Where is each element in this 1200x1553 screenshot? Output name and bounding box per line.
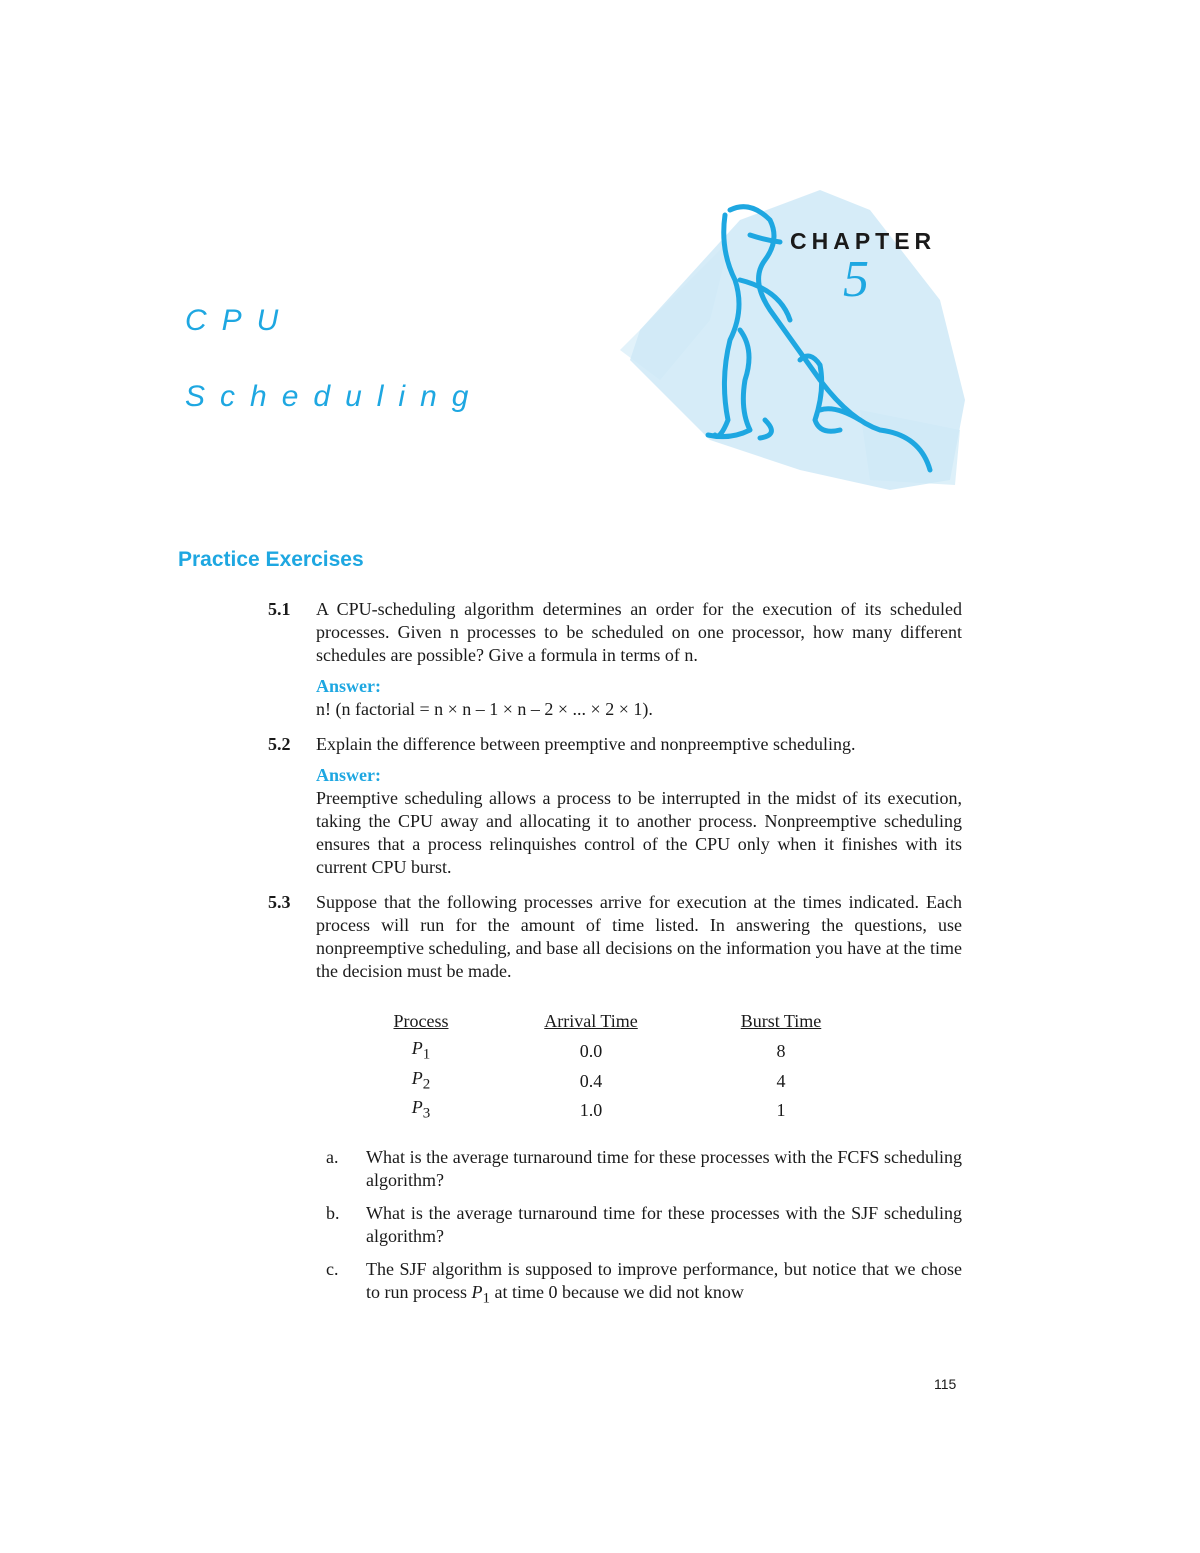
exercises-body xyxy=(268,598,962,1332)
sub-question-text: What is the average turnaround time for these processes with the SJF scheduling algorithm? xyxy=(366,1202,962,1246)
table-row xyxy=(356,1067,866,1097)
sub-question-text: The SJF algorithm is supposed to improve performance, but notice that we chose to run process $P_1$ at time 0 because we did not know xyxy=(366,1258,962,1307)
exercise-5-2 xyxy=(268,733,962,879)
answer-label: Answer: xyxy=(316,765,381,785)
table-header: Arrival Time xyxy=(544,1011,638,1031)
arrival-cell: 0.0 xyxy=(579,1041,603,1062)
sub-question-text: What is the average turnaround time for these processes with the FCFS scheduling algorithm? xyxy=(366,1146,962,1190)
exercise-answer: Preemptive scheduling allows a process to be interrupted in the midst of its execution, taking the CPU away and allocating it to another process. Nonpreemptive scheduling ensures that a process relinquishes control of the CPU only when it finishes with its current CPU burst. xyxy=(316,788,962,877)
table-header: Process xyxy=(393,1011,449,1031)
exercise-number: 5.3 xyxy=(268,892,291,912)
burst-cell: 8 xyxy=(776,1041,786,1062)
arrival-cell: 1.0 xyxy=(579,1100,603,1121)
process-cell: $P_3$ xyxy=(411,1097,431,1122)
table-header: Burst Time xyxy=(740,1011,822,1031)
sub-question-letter: a. xyxy=(326,1146,339,1167)
exercise-5-1 xyxy=(268,598,962,721)
sub-question-b xyxy=(326,1202,962,1248)
sub-question-a xyxy=(326,1146,962,1192)
sub-question-letter: c. xyxy=(326,1258,339,1279)
burst-cell: 4 xyxy=(776,1070,786,1091)
exercise-answer: n! (n factorial = n × n – 1 × n – 2 × ... × 2 × 1). xyxy=(316,699,653,719)
chapter-number: 5 xyxy=(843,251,869,308)
exercise-5-3 xyxy=(268,891,962,1320)
chapter-label: CHAPTER xyxy=(790,228,937,254)
section-heading: Practice Exercises xyxy=(178,548,364,571)
chapter-title-line-1: CPU xyxy=(185,304,294,337)
process-table xyxy=(356,1010,866,1126)
exercise-number: 5.1 xyxy=(268,599,291,619)
process-cell: $P_1$ xyxy=(411,1038,431,1063)
chapter-title-line-2: Scheduling xyxy=(185,380,484,413)
process-cell: $P_2$ xyxy=(411,1067,431,1093)
table-row xyxy=(356,1037,866,1067)
exercise-question: Suppose that the following processes arrive for execution at the times indicated. Each process will run for the amount of time listed. In answering the questions, use nonpreemptive scheduling, and base all decisions on the information you have at the time the decision must be made. xyxy=(316,892,962,981)
table-row xyxy=(356,1096,866,1126)
exercise-question: Explain the difference between preemptive and nonpreemptive scheduling. xyxy=(316,734,856,754)
arrival-cell: 0.4 xyxy=(579,1070,603,1091)
exercise-question: A CPU-scheduling algorithm determines an order for the execution of its scheduled processes. Given n processes to be scheduled on one processor, how many different schedules are possible? Give a formula in terms of n. xyxy=(316,599,962,665)
sub-question-letter: b. xyxy=(326,1202,340,1223)
sub-question-c xyxy=(326,1258,962,1311)
burst-cell: 1 xyxy=(776,1100,786,1121)
exercise-number: 5.2 xyxy=(268,734,291,754)
page-number: 115 xyxy=(934,1376,957,1392)
answer-label: Answer: xyxy=(316,676,381,696)
